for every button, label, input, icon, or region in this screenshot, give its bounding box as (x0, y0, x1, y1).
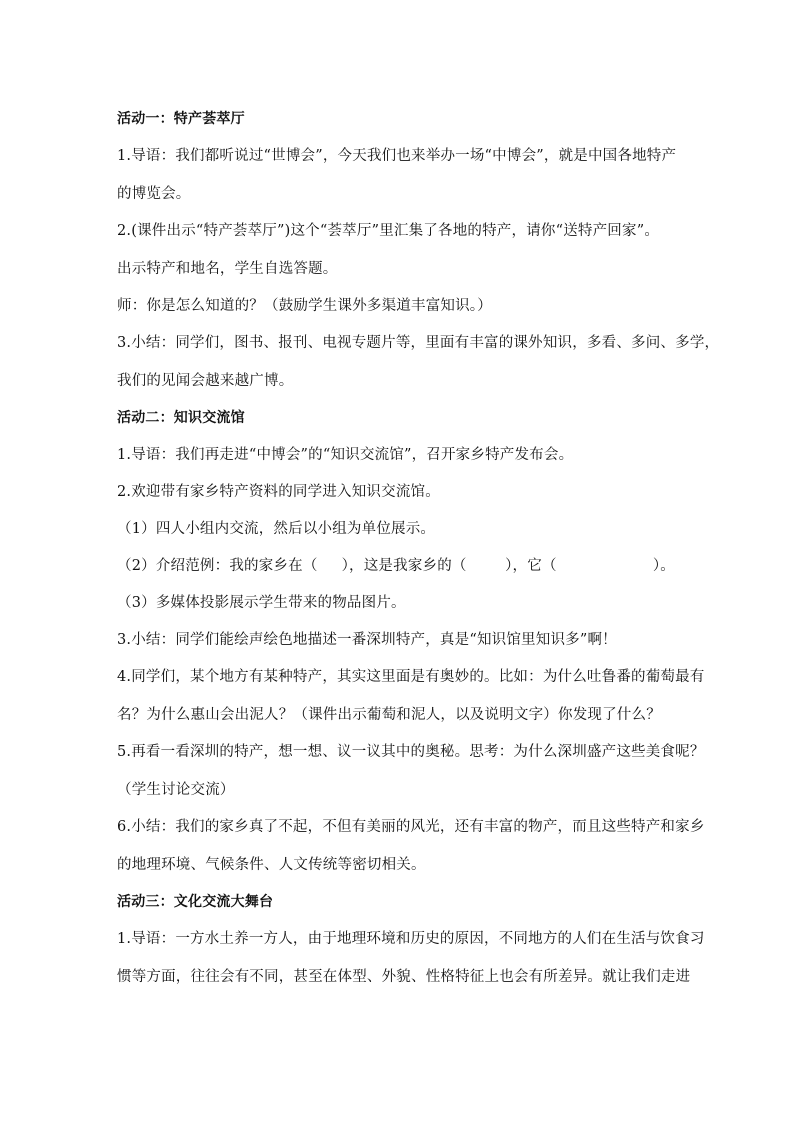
paragraph-line: 的地理环境、气候条件、人文传统等密切相关。 (117, 857, 426, 873)
paragraph-line: 惯等方面，往往会有不同，甚至在体型、外貌、性格特征上也会有所差异。就让我们走进 (117, 969, 691, 985)
paragraph-line: 我们的见闻会越来越广博。 (117, 373, 294, 389)
section-heading-3: 活动三：文化交流大舞台 (117, 894, 274, 910)
paragraph-line: （2）介绍范例：我的家乡在（ ），这是我家乡的（ ），它（ ）。 (117, 558, 675, 574)
paragraph-line: 6.小结：我们的家乡真了不起，不但有美丽的风光，还有丰富的物产，而且这些特产和家乡 (117, 819, 705, 835)
paragraph-line: 2.欢迎带有家乡特产资料的同学进入知识交流馆。 (117, 484, 440, 500)
paragraph-line: 2.(课件出示“特产荟萃厅”)这个“荟萃厅”里汇集了各地的特产，请你“送特产回家”。 (117, 223, 660, 239)
paragraph-line: 出示特产和地名，学生自选答题。 (117, 261, 338, 277)
document-body (117, 109, 720, 1004)
paragraph-line: （3）多媒体投影展示学生带来的物品图片。 (117, 595, 406, 611)
section-heading-2: 活动二：知识交流馆 (117, 410, 245, 426)
paragraph-line: 3.小结：同学们，图书、报刊、电视专题片等，里面有丰富的课外知识，多看、多问、多学， (117, 335, 720, 351)
paragraph-line: （学生讨论交流） (117, 782, 235, 798)
paragraph-line: 的博览会。 (117, 186, 191, 202)
paragraph-line: 1.导语：我们再走进“中博会”的“知识交流馆”，召开家乡特产发布会。 (117, 447, 574, 463)
paragraph-line: 1.导语：我们都听说过“世博会”，今天我们也来举办一场“中博会”，就是中国各地特产 (117, 148, 677, 164)
paragraph-line: 4.同学们，某个地方有某种特产，其实这里面是有奥妙的。比如：为什么吐鲁番的葡萄最有 (117, 669, 705, 685)
section-heading-1: 活动一：特产荟萃厅 (117, 111, 245, 127)
paragraph-line: （1）四人小组内交流，然后以小组为单位展示。 (117, 521, 436, 537)
paragraph-line: 师：你是怎么知道的？（鼓励学生课外多渠道丰富知识。） (117, 298, 492, 314)
paragraph-line: 5.再看一看深圳的特产，想一想、议一议其中的奥秘。思考：为什么深圳盛产这些美食呢？ (117, 744, 705, 760)
paragraph-line: 名？为什么惠山会出泥人？（课件出示葡萄和泥人，以及说明文字）你发现了什么？ (117, 707, 661, 723)
paragraph-line: 1.导语：一方水土养一方人，由于地理环境和历史的原因，不同地方的人们在生活与饮食习 (117, 931, 705, 947)
paragraph-line: 3.小结：同学们能绘声绘色地描述一番深圳特产，真是“知识馆里知识多”啊！ (117, 632, 617, 648)
